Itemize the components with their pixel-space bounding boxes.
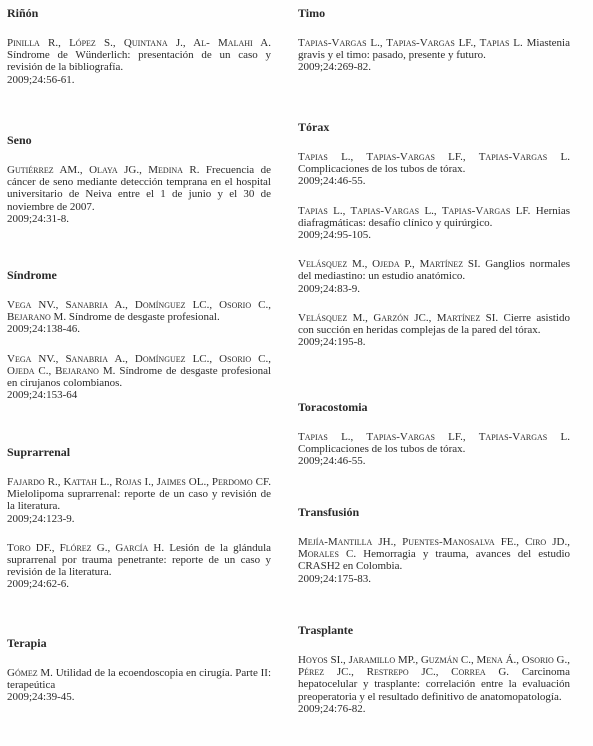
reference-entry <box>7 667 271 704</box>
entry-title: Lesión de la glándula suprarrenal por trauma penetrante: reporte de un caso y revisión de la literatura. <box>7 541 272 579</box>
reference-entry <box>7 299 271 336</box>
entry-title: Carcinoma hepatocelular y trasplante: correlación entre la evaluación preoperatoria y el resultado definitivo de anatomopatología. <box>298 666 570 703</box>
reference-entry <box>7 353 271 402</box>
entry-citation: 2009;24:138-46. <box>7 323 81 336</box>
entry-title: Hemorragia y trauma, avances del estudio CRASH2 en Colombia. <box>298 548 571 573</box>
entry-authors: Mejía-Mantilla JH., Puentes-Manosalva FE., Ciro JD., Morales C. <box>298 536 570 561</box>
section-left-1 <box>7 133 271 225</box>
entry-authors: Velásquez M., Ojeda P., Martínez SI. <box>298 258 481 271</box>
reference-entry <box>298 151 570 188</box>
entry-authors: Vega NV., Sanabria A., Domínguez LC., Osorio C., Bejarano M. <box>7 299 271 324</box>
entry-title: Frecuencia de cáncer de seno mediante detección temprana en el hospital universitario de Neiva entre el 1 de junio y el 30 de noviembre de 2007. <box>7 164 271 213</box>
entry-title: Ganglios normales del mediastino: un estudio anatómico. <box>298 258 571 283</box>
entry-authors: Tapias-Vargas L., Tapias-Vargas LF., Tapias L. <box>298 37 523 49</box>
section-heading: Toracostomia <box>298 400 368 414</box>
reference-entry <box>298 536 570 585</box>
entry-title: Síndrome de desgaste profesional. <box>68 311 220 324</box>
section-heading: Seno <box>7 133 32 147</box>
section-heading: Riñón <box>7 6 39 20</box>
entry-title: Miastenia gravis y el timo: pasado, presente y futuro. <box>298 37 570 62</box>
entry-citation: 2009;24:76-82. <box>298 702 366 715</box>
reference-entry <box>298 312 570 349</box>
entry-authors: Vega NV., Sanabria A., Domínguez LC., Osorio C., Ojeda C., Bejarano M. <box>7 352 271 377</box>
entry-title: Síndrome de Wünderlich: presentación de un caso y revisión de la bibliografía. <box>7 49 271 74</box>
entry-authors: Tapias L., Tapias-Vargas LF., Tapias-Vargas L. <box>298 431 570 443</box>
entry-citation: 2009;24:83-9. <box>298 282 361 295</box>
reference-entry <box>298 37 570 74</box>
entry-authors: Tapias L., Tapias-Vargas LF., Tapias-Vargas L. <box>298 151 570 163</box>
section-heading: Trasplante <box>298 623 354 637</box>
reference-entry <box>7 476 271 525</box>
reference-entry <box>298 431 570 468</box>
section-left-3 <box>7 445 271 591</box>
entry-citation: 2009;24:39-45. <box>7 691 75 704</box>
entry-title: Utilidad de la ecoendoscopia en cirugía. Parte II: terapeútica <box>7 667 272 692</box>
entry-citation: 2009;24:62-6. <box>7 578 70 591</box>
section-right-0 <box>298 6 570 74</box>
entry-authors: Pinilla R., López S., Quintana J., Al- Malahi A. <box>7 37 271 49</box>
reference-entry <box>7 37 271 86</box>
entry-citation: 2009;24:31-8. <box>7 212 70 225</box>
reference-entry <box>298 205 570 242</box>
entry-authors: Tapias L., Tapias-Vargas L., Tapias-Vargas LF. <box>298 204 531 217</box>
entry-authors: Gutiérrez AM., Olaya JG., Medina R. <box>7 164 200 176</box>
entry-authors: Toro DF., Flórez G., García H. <box>7 541 165 554</box>
section-heading: Suprarrenal <box>7 445 71 459</box>
entry-title: Hernias diafragmáticas: desafío clínico y quirúrgico. <box>298 204 570 229</box>
entry-citation: 2009;24:269-82. <box>298 61 372 74</box>
entry-authors: Gómez M. <box>7 667 53 679</box>
section-left-2 <box>7 268 271 401</box>
entry-citation: 2009;24:46-55. <box>298 455 366 468</box>
section-heading: Tórax <box>298 120 330 134</box>
entry-authors: Fajardo R., Kattah L., Rojas I., Jaimes OL., Perdomo CF. <box>7 476 271 488</box>
entry-title: Complicaciones de los tubos de tórax. <box>298 163 466 176</box>
entry-title: Complicaciones de los tubos de tórax. <box>298 443 466 456</box>
reference-entry <box>7 164 271 225</box>
reference-entry <box>298 258 570 295</box>
section-right-2 <box>298 400 570 468</box>
reference-entry <box>7 542 271 591</box>
entry-authors: Velásquez M., Garzón JC., Martínez SI. <box>298 311 499 324</box>
entry-authors: Hoyos SI., Jaramillo MP., Guzmán C., Mena Á., Osorio G., Pérez JC., Restrepo JC., Correa G. <box>298 654 570 679</box>
entry-title: Síndrome de desgaste profesional en cirujanos colombianos. <box>7 364 272 390</box>
entry-citation: 2009;24:46-55. <box>298 175 366 188</box>
section-heading: Timo <box>298 6 326 20</box>
entry-citation: 2009;24:56-61. <box>7 73 75 86</box>
entry-citation: 2009;24:153-64 <box>7 389 78 402</box>
entry-title: Cierre asistido con succión en heridas complejas de la pared del tórax. <box>298 311 570 337</box>
section-left-4 <box>7 636 271 704</box>
entry-citation: 2009;24:195-8. <box>298 336 366 349</box>
entry-citation: 2009;24:123-9. <box>7 512 75 525</box>
section-heading: Terapia <box>7 636 47 650</box>
entry-title: Mielolipoma suprarrenal: reporte de un caso y revisión de la literatura. <box>7 488 271 513</box>
section-left-0 <box>7 6 271 86</box>
section-right-4 <box>298 623 570 715</box>
section-heading: Síndrome <box>7 268 57 282</box>
section-right-1 <box>298 120 570 348</box>
reference-entry <box>298 654 570 715</box>
entry-citation: 2009;24:95-105. <box>298 229 372 242</box>
entry-citation: 2009;24:175-83. <box>298 572 372 585</box>
section-right-3 <box>298 505 570 585</box>
section-heading: Transfusión <box>298 505 360 519</box>
